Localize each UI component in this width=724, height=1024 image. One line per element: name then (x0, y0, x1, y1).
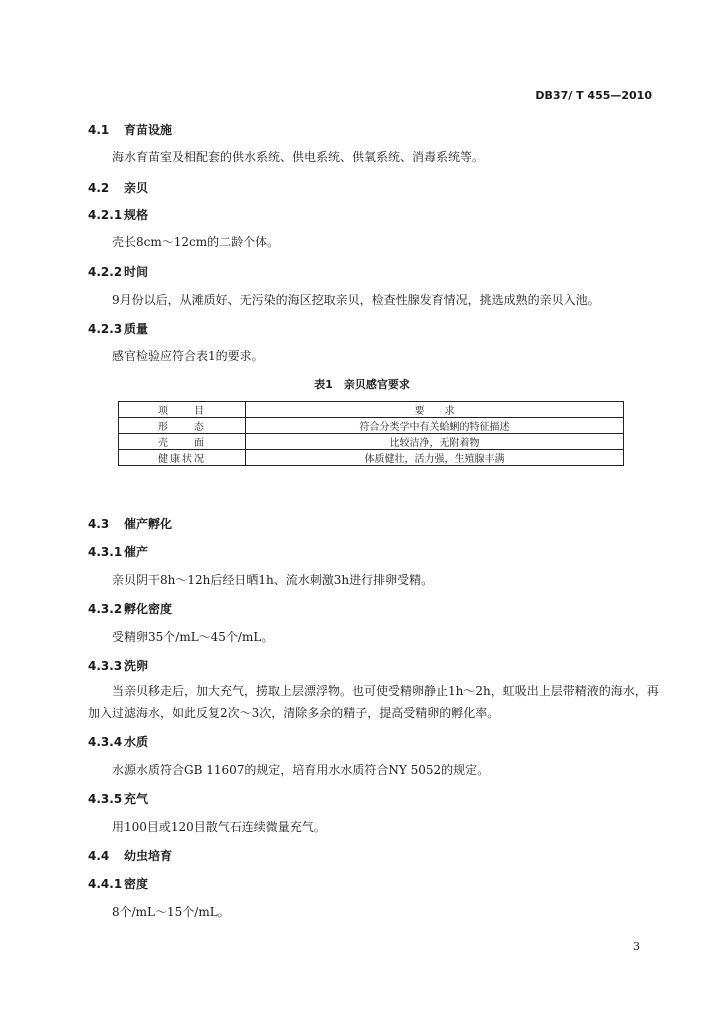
table-row (119, 418, 624, 434)
text-4-3-2: 受精卵35个/mL～45个/mL。 (112, 630, 274, 644)
heading-4-4: 4.4 幼虫培育 (88, 849, 173, 863)
heading-4-3-5: 4.3.5 充气 (88, 792, 149, 806)
table-cell: 比较洁净，无附着物 (246, 434, 624, 450)
heading-4-3-3: 4.3.3 洗卵 (88, 659, 149, 673)
heading-4-3-1: 4.3.1 催产 (88, 545, 149, 559)
table-header-cell: 要 求 (246, 402, 624, 418)
text-4-3-1: 亲贝阴干8h～12h后经日晒1h、流水刺激3h进行排卵受精。 (112, 573, 434, 587)
table-cell: 体质健壮，活力强，生殖腺丰满 (246, 450, 624, 466)
heading-4-1: 4.1 育苗设施 (88, 123, 173, 137)
table-cell: 形 态 (119, 418, 246, 434)
table-row (119, 450, 624, 466)
text-4-2-1: 壳长8cm～12cm的二龄个体。 (112, 235, 280, 249)
heading-4-3-2: 4.3.2 孵化密度 (88, 602, 173, 616)
heading-4-2-2: 4.2.2 时间 (88, 265, 149, 279)
text-4-3-5: 用100目或120目散气石连续微量充气。 (112, 820, 326, 834)
document-code: DB37/ T 455—2010 (535, 89, 652, 102)
text-4-4-1: 8个/mL～15个/mL。 (112, 905, 230, 919)
heading-4-3-4: 4.3.4 水质 (88, 735, 149, 749)
table-cell: 健康状况 (119, 450, 246, 466)
table-cell: 壳 面 (119, 434, 246, 450)
text-4-3-3: 当亲贝移走后，加大充气，捞取上层漂浮物。也可使受精卵静止1h～2h，虹吸出上层带精液的海水，再加入过滤海水，如此反复2次～3次，清除多余的精子，提高受精卵的孵化率。 (88, 684, 659, 720)
heading-4-3: 4.3 催产孵化 (88, 517, 173, 531)
table-header-row (119, 402, 624, 418)
heading-4-4-1: 4.4.1 密度 (88, 877, 149, 891)
text-4-1: 海水育苗室及相配套的供水系统、供电系统、供氧系统、消毒系统等。 (112, 150, 485, 164)
table-caption: 表1 亲贝感官要求 (314, 378, 410, 391)
text-4-2-2: 9月份以后，从滩质好、无污染的海区挖取亲贝，检查性腺发育情况，挑选成熟的亲贝入池。 (112, 293, 600, 307)
table-row (119, 434, 624, 450)
heading-4-2-3: 4.2.3 质量 (88, 322, 149, 336)
text-4-2-3: 感官检验应符合表1的要求。 (112, 349, 264, 363)
table-header-cell: 项 目 (119, 402, 246, 418)
page-number: 3 (633, 940, 640, 953)
heading-4-2: 4.2 亲贝 (88, 181, 149, 195)
text-4-3-4: 水源水质符合GB 11607的规定，培育用水水质符合NY 5052的规定。 (112, 763, 490, 777)
sensory-requirements-table (118, 401, 624, 466)
heading-4-2-1: 4.2.1 规格 (88, 208, 149, 222)
table-cell: 符合分类学中有关蛤蜊的特征描述 (246, 418, 624, 434)
